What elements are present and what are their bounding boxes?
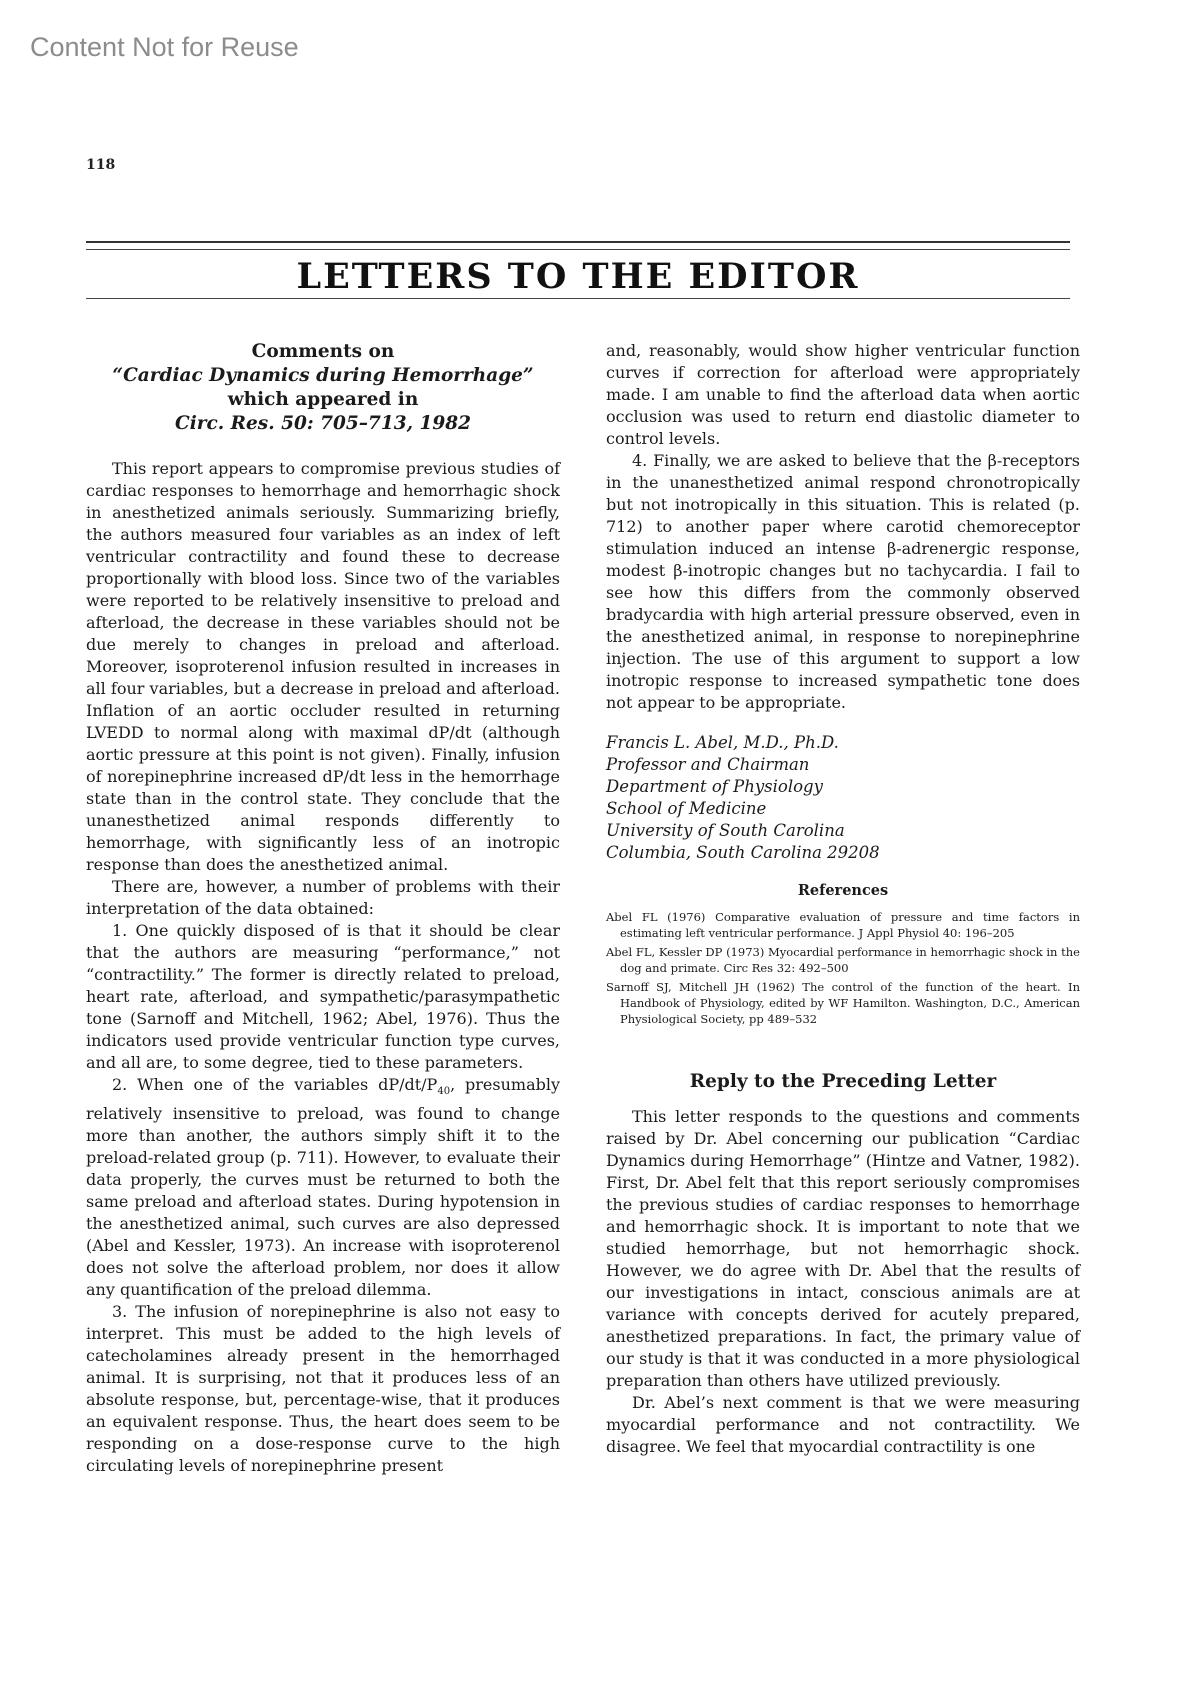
- reference-item: Sarnoff SJ, Mitchell JH (1962) The control of the function of the heart. In Handbook of Physiology, edited by WF Hamilton. Washington, D.C., American Physiological Society, pp 489–532: [606, 980, 1080, 1026]
- paragraph-text: 2. When one of the variables dP/dt/P: [112, 1075, 438, 1094]
- watermark: Content Not for Reuse: [30, 32, 299, 62]
- letter-paragraph: There are, however, a number of problems with their interpretation of the data obtained:: [86, 877, 560, 918]
- right-column: [606, 340, 1080, 1458]
- letter-paragraph: [86, 1074, 560, 1301]
- reply-paragraph: This letter responds to the questions and comments raised by Dr. Abel concerning our publication “Cardiac Dynamics during Hemorrhage” (Hintze and Vatner, 1982). First, Dr. Abel felt that this report seriously compromises the previous studies of cardiac responses to hemorrhage and hemorrhagic shock. It is important to note that we studied hemorrhage, but not hemorrhagic shock. However, we do agree with Dr. Abel that the results of our investigations in intact, conscious animals are at variance with concepts derived for acutely prepared, anesthetized preparations. In fact, the primary value of our study is that it was conducted in a more physiological preparation than others have utilized previously.: [606, 1107, 1080, 1390]
- signature-line: Columbia, South Carolina 29208: [606, 843, 880, 862]
- letter-title-line: which appeared in: [227, 389, 419, 410]
- top-rule: [86, 241, 1070, 243]
- left-column: [86, 340, 560, 1477]
- letter-paragraph: 3. The infusion of norepinephrine is also not easy to interpret. This must be added to the high levels of catecholamines already present in the hemorrhaged animal. It is surprising, not that it produces less of an absolute response, but, percentage-wise, that it produces an equivalent response. Thus, the heart does seem to be responding on a dose-response curve to the high circulating levels of norepinephrine present: [86, 1302, 560, 1476]
- letter-title-citation: Circ. Res. 50: 705–713, 1982: [175, 413, 471, 434]
- signature-line: School of Medicine: [606, 799, 767, 818]
- signature-line: University of South Carolina: [606, 821, 845, 840]
- paragraph-text: , presumably relatively insensitive to preload, was found to change more than another, the authors simply shift it to the preload-related group (p. 711). However, to evaluate their data properly, the curves must be returned to both the same preload and afterload states. During hypotension in the anesthetized animal, such curves are also depressed (Abel and Kessler, 1973). An increase with isoproterenol does not solve the afterload problem, nor does it allow any quantification of the preload dilemma.: [86, 1075, 561, 1300]
- reply-paragraph: Dr. Abel’s next comment is that we were measuring myocardial performance and not contractility. We disagree. We feel that myocardial contractility is one: [606, 1393, 1080, 1456]
- letter-paragraph: and, reasonably, would show higher ventricular function curves if correction for afterload were appropriately made. I am unable to find the afterload data when aortic occlusion was used to return end diastolic diameter to control levels.: [606, 341, 1080, 448]
- page-number: 118: [86, 157, 116, 173]
- section-masthead: [86, 241, 1070, 299]
- signature-line: Professor and Chairman: [606, 755, 810, 774]
- section-title: LETTERS TO THE EDITOR: [296, 256, 860, 297]
- bottom-rule: [86, 298, 1070, 299]
- signature-block: [606, 732, 1080, 864]
- references-heading: References: [797, 882, 889, 899]
- signature-line: Department of Physiology: [606, 777, 823, 796]
- letter-paragraph: This report appears to compromise previous studies of cardiac responses to hemorrhage and hemorrhagic shock in anesthetized animals seriously. Summarizing briefly, the authors measured four variables as an index of left ventricular contractility and found these to decrease proportionally with blood loss. Since two of the variables were reported to be relatively insensitive to preload and afterload, the decrease in these variables should not be due merely to changes in preload and afterload. Moreover, isoproterenol infusion resulted in increases in all four variables, but a decrease in preload and afterload. Inflation of an aortic occluder resulted in returning LVEDD to normal along with maximal dP/dt (although aortic pressure at this point is not given). Finally, infusion of norepinephrine increased dP/dt less in the hemorrhage state than in the control state. They conclude that the unanesthetized animal responds differently to hemorrhage, with significantly less of an inotropic response than does the anesthetized animal.: [86, 459, 560, 874]
- reply-heading: Reply to the Preceding Letter: [689, 1071, 997, 1092]
- top-rule-thin: [86, 249, 1070, 250]
- letter-paragraph: 1. One quickly disposed of is that it should be clear that the authors are measuring “performance,” not “contractility.” The former is directly related to preload, heart rate, afterload, and sympathetic/parasympathetic tone (Sarnoff and Mitchell, 1962; Abel, 1976). Thus the indicators used provide ventricular function type curves, and all are, to some degree, tied to these parameters.: [86, 921, 560, 1072]
- signature-line: Francis L. Abel, M.D., Ph.D.: [606, 733, 839, 752]
- letter-title: [86, 340, 560, 436]
- letter-title-line: Comments on: [251, 341, 395, 362]
- reference-item: Abel FL, Kessler DP (1973) Myocardial performance in hemorrhagic shock in the dog and primate. Circ Res 32: 492–500: [606, 945, 1080, 975]
- letter-paragraph: 4. Finally, we are asked to believe that the β-receptors in the unanesthetized animal respond chronotropically but not inotropically in this situation. This is related (p. 712) to another paper where carotid chemoreceptor stimulation induced an intense β-adrenergic response, modest β-inotropic changes but no tachycardia. I fail to see how this differs from the commonly observed bradycardia with high arterial pressure observed, even in the anesthetized animal, in response to norepinephrine injection. The use of this argument to support a low inotropic response to increased sympathetic tone does not appear to be appropriate.: [606, 451, 1080, 712]
- letter-title-line: “Cardiac Dynamics during Hemorrhage”: [112, 365, 534, 386]
- reference-item: Abel FL (1976) Comparative evaluation of pressure and time factors in estimating left ventricular performance. J Appl Physiol 40: 196–205: [606, 910, 1080, 940]
- subscript: 40: [437, 1086, 451, 1098]
